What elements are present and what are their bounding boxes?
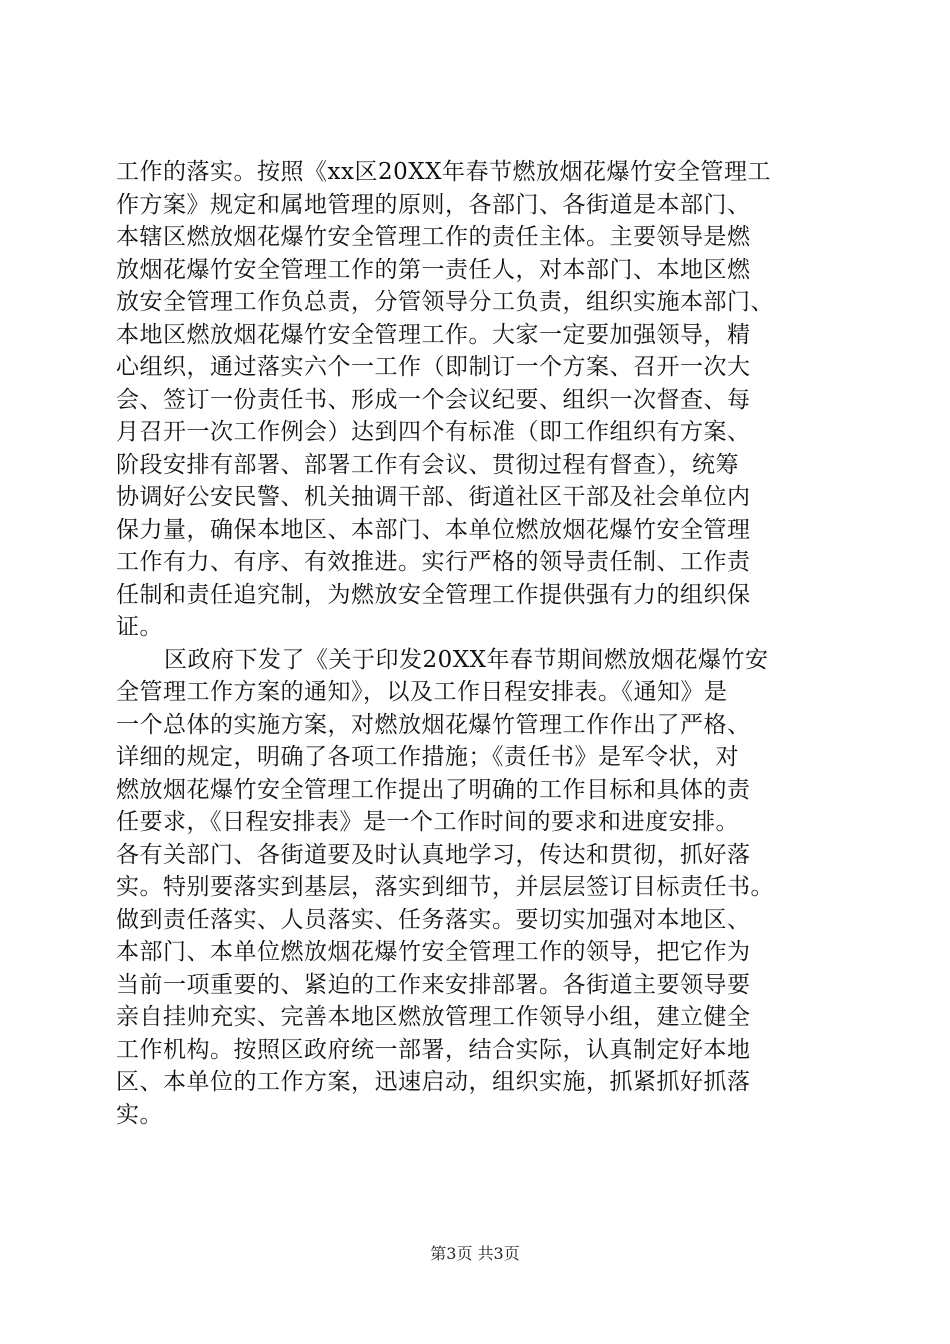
text-line: 保力量，确保本地区、本部门、本单位燃放烟花爆竹安全管理 <box>116 516 751 543</box>
text-line: 区政府下发了《关于印发20XX年春节期间燃放烟花爆竹安 <box>164 646 769 673</box>
text-line: 亲自挂帅充实、完善本地区燃放管理工作领导小组，建立健全 <box>116 1004 751 1030</box>
text-line: 放安全管理工作负总责，分管领导分工负责，组织实施本部门、 <box>116 289 774 315</box>
text-line: 工作有力、有序、有效推进。实行严格的领导责任制、工作责 <box>116 549 751 575</box>
text-line: 区、本单位的工作方案，迅速启动，组织实施，抓紧抓好抓落 <box>116 1069 751 1095</box>
page-number: 第3页 共3页 <box>430 1244 520 1263</box>
text-line: 详细的规定，明确了各项工作措施；《责任书》是军令状，对 <box>116 744 739 770</box>
text-line: 当前一项重要的、紧迫的工作来安排部署。各街道主要领导要 <box>116 971 751 998</box>
text-line: 做到责任落实、人员落实、任务落实。要切实加强对本地区、 <box>116 906 751 933</box>
text-line: 实。 <box>116 1101 163 1128</box>
text-line: 作方案》规定和属地管理的原则，各部门、各街道是本部门、 <box>116 191 751 218</box>
text-line: 燃放烟花爆竹安全管理工作提出了明确的工作目标和具体的责 <box>116 776 751 803</box>
text-line: 放烟花爆竹安全管理工作的第一责任人，对本部门、本地区燃 <box>116 256 751 283</box>
page-footer <box>0 1244 950 1264</box>
text-line: 实。特别要落实到基层，落实到细节，并层层签订目标责任书。 <box>116 874 774 900</box>
text-line: 任要求，《日程安排表》是一个工作时间的要求和进度安排。 <box>116 809 739 835</box>
text-line: 本地区燃放烟花爆竹安全管理工作。大家一定要加强领导，精 <box>116 321 751 348</box>
text-line: 全管理工作方案的通知》，以及工作日程安排表。《通知》是 <box>116 679 728 705</box>
document-body <box>116 156 836 1131</box>
text-line: 会、签订一份责任书、形成一个会议纪要、组织一次督查、每 <box>116 386 751 413</box>
text-line: 心组织，通过落实六个一工作（即制订一个方案、召开一次大 <box>116 354 751 380</box>
paragraph-2 <box>116 644 836 1132</box>
text-line: 一个总体的实施方案，对燃放烟花爆竹管理工作作出了严格、 <box>116 711 751 738</box>
text-line: 本辖区燃放烟花爆竹安全管理工作的责任主体。主要领导是燃 <box>116 224 751 250</box>
text-line: 协调好公安民警、机关抽调干部、街道社区干部及社会单位内 <box>116 484 751 510</box>
paragraph-1 <box>116 156 836 644</box>
text-line: 工作机构。按照区政府统一部署，结合实际，认真制定好本地 <box>116 1036 751 1063</box>
text-line: 各有关部门、各街道要及时认真地学习，传达和贯彻，抓好落 <box>116 841 751 868</box>
text-line: 工作的落实。按照《xx区20XX年春节燃放烟花爆竹安全管理工 <box>116 159 771 185</box>
text-line: 本部门、本单位燃放烟花爆竹安全管理工作的领导，把它作为 <box>116 939 751 965</box>
text-line: 任制和责任追究制，为燃放安全管理工作提供强有力的组织保 <box>116 581 751 608</box>
text-line: 证。 <box>116 614 163 640</box>
text-line: 阶段安排有部署、部署工作有会议、贯彻过程有督查），统筹 <box>116 451 739 478</box>
text-line: 月召开一次工作例会）达到四个有标准（即工作组织有方案、 <box>116 419 751 445</box>
